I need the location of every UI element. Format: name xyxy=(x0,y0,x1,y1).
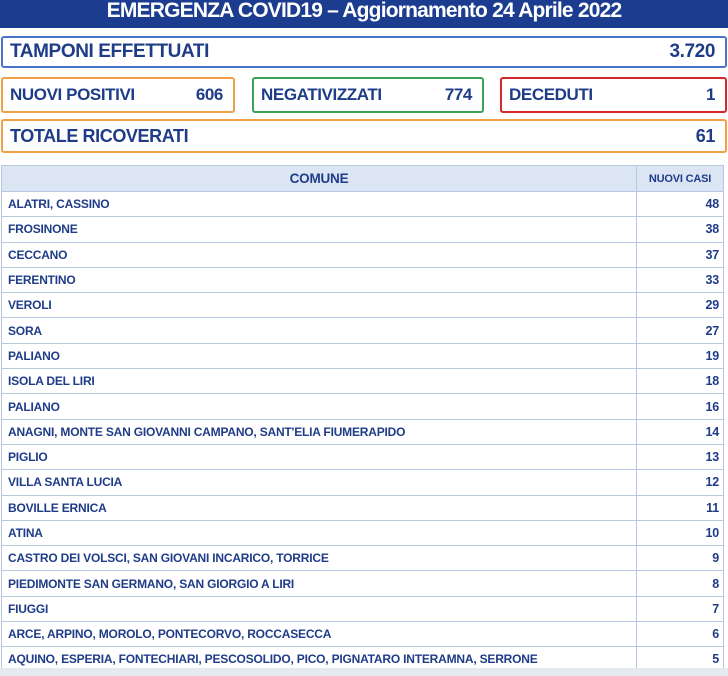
comune-cell: FROSINONE xyxy=(2,217,637,242)
nuovi-casi-cell: 5 xyxy=(637,647,724,672)
comune-cell: AQUINO, ESPERIA, FONTECHIARI, PESCOSOLIDO, PICO, PIGNATARO INTERAMNA, SERRONE xyxy=(2,647,637,672)
table-row xyxy=(2,520,724,545)
tamponi-box xyxy=(1,36,727,68)
nuovi-casi-cell: 19 xyxy=(637,343,724,368)
comune-cell: ALATRI, CASSINO xyxy=(2,192,637,217)
table-row xyxy=(2,470,724,495)
negativizzati-value: 774 xyxy=(444,85,472,104)
nuovi-casi-cell: 27 xyxy=(637,318,724,343)
deceduti-label: DECEDUTI xyxy=(509,85,593,104)
table-row xyxy=(2,596,724,621)
nuovi-casi-cell: 6 xyxy=(637,622,724,647)
header-comune: COMUNE xyxy=(2,166,637,192)
table-row xyxy=(2,622,724,647)
nuovi-casi-cell: 16 xyxy=(637,394,724,419)
nuovi-casi-cell: 29 xyxy=(637,293,724,318)
nuovi-casi-cell: 7 xyxy=(637,596,724,621)
table-row xyxy=(2,242,724,267)
comune-cell: ARCE, ARPINO, MOROLO, PONTECORVO, ROCCASECCA xyxy=(2,622,637,647)
table-row xyxy=(2,192,724,217)
comune-cell: PIGLIO xyxy=(2,444,637,469)
ricoverati-box xyxy=(1,119,727,153)
comune-cell: PIEDIMONTE SAN GERMANO, SAN GIORGIO A LIRI xyxy=(2,571,637,596)
table-row xyxy=(2,267,724,292)
table-row xyxy=(2,419,724,444)
table-row xyxy=(2,217,724,242)
nuovi-casi-cell: 48 xyxy=(637,192,724,217)
table-row xyxy=(2,369,724,394)
header-nuovi-casi: NUOVI CASI xyxy=(637,166,724,192)
nuovi-casi-cell: 12 xyxy=(637,470,724,495)
negativizzati-label: NEGATIVIZZATI xyxy=(261,85,382,104)
comune-cell: VILLA SANTA LUCIA xyxy=(2,470,637,495)
tamponi-value: 3.720 xyxy=(669,41,715,62)
table-header-row xyxy=(2,166,724,192)
table-row xyxy=(2,343,724,368)
comune-cell: ATINA xyxy=(2,520,637,545)
positivi-box xyxy=(1,77,235,113)
comune-cell: PALIANO xyxy=(2,343,637,368)
deceduti-box xyxy=(500,77,727,113)
footer-bar xyxy=(0,668,728,676)
negativizzati-box xyxy=(252,77,484,113)
cases-table xyxy=(1,165,724,673)
table-row xyxy=(2,293,724,318)
table-row xyxy=(2,318,724,343)
nuovi-casi-cell: 33 xyxy=(637,267,724,292)
table-row xyxy=(2,546,724,571)
table-row xyxy=(2,444,724,469)
comune-cell: FIUGGI xyxy=(2,596,637,621)
comune-cell: ANAGNI, MONTE SAN GIOVANNI CAMPANO, SANT'ELIA FIUMERAPIDO xyxy=(2,419,637,444)
nuovi-casi-cell: 9 xyxy=(637,546,724,571)
nuovi-casi-cell: 8 xyxy=(637,571,724,596)
comune-cell: CECCANO xyxy=(2,242,637,267)
nuovi-casi-cell: 10 xyxy=(637,520,724,545)
ricoverati-value: 61 xyxy=(695,125,715,146)
comune-cell: CASTRO DEI VOLSCI, SAN GIOVANI INCARICO, TORRICE xyxy=(2,546,637,571)
table-row xyxy=(2,394,724,419)
nuovi-casi-cell: 38 xyxy=(637,217,724,242)
report-title: EMERGENZA COVID19 – Aggiornamento 24 Aprile 2022 xyxy=(0,0,728,28)
nuovi-casi-cell: 14 xyxy=(637,419,724,444)
table-row xyxy=(2,495,724,520)
comune-cell: PALIANO xyxy=(2,394,637,419)
positivi-value: 606 xyxy=(195,85,223,104)
deceduti-value: 1 xyxy=(705,85,715,104)
comune-cell: BOVILLE ERNICA xyxy=(2,495,637,520)
table-row xyxy=(2,571,724,596)
positivi-label: NUOVI POSITIVI xyxy=(10,85,135,104)
nuovi-casi-cell: 37 xyxy=(637,242,724,267)
tamponi-label: TAMPONI EFFETTUATI xyxy=(10,41,209,62)
nuovi-casi-cell: 11 xyxy=(637,495,724,520)
comune-cell: SORA xyxy=(2,318,637,343)
nuovi-casi-cell: 13 xyxy=(637,444,724,469)
comune-cell: VEROLI xyxy=(2,293,637,318)
comune-cell: ISOLA DEL LIRI xyxy=(2,369,637,394)
ricoverati-label: TOTALE RICOVERATI xyxy=(10,125,189,146)
nuovi-casi-cell: 18 xyxy=(637,369,724,394)
comune-cell: FERENTINO xyxy=(2,267,637,292)
